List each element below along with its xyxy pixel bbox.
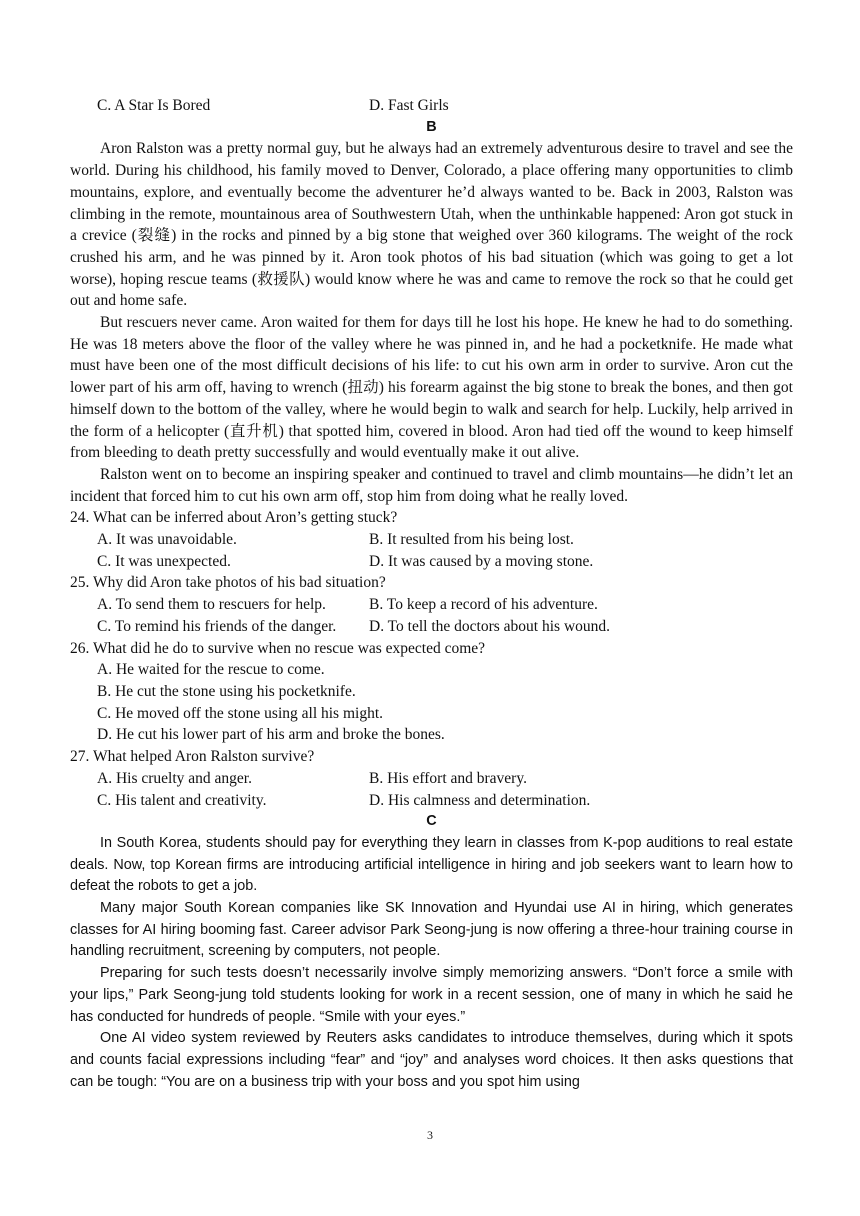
option-d[interactable]: D. His calmness and determination. bbox=[369, 791, 591, 809]
passage-b-paragraph: Ralston went on to become an inspiring speaker and continued to travel and climb mountains—he didn’t let an incident that forced him to cut his own arm off, stop him from doing what he really loved. bbox=[70, 465, 793, 505]
option-d[interactable]: D. He cut his lower part of his arm and broke the bones. bbox=[97, 726, 445, 744]
option-b[interactable]: B. It resulted from his being lost. bbox=[369, 531, 574, 549]
page-number: 3 bbox=[427, 1128, 433, 1142]
question-stem: 24. What can be inferred about Aron’s getting stuck? bbox=[70, 509, 398, 527]
options-row bbox=[70, 790, 793, 812]
section-b-heading: B bbox=[426, 118, 437, 135]
option-b[interactable]: B. His effort and bravery. bbox=[369, 769, 527, 787]
option-c[interactable]: C. It was unexpected. bbox=[97, 552, 231, 570]
options-row bbox=[70, 529, 793, 551]
question-stem: 26. What did he do to survive when no rescue was expected come? bbox=[70, 639, 486, 657]
options-row bbox=[70, 616, 793, 638]
exam-page bbox=[70, 95, 793, 1093]
options-row bbox=[70, 768, 793, 790]
option-a[interactable]: A. His cruelty and anger. bbox=[97, 769, 252, 787]
option-c[interactable]: C. To remind his friends of the danger. bbox=[97, 617, 337, 635]
option-c[interactable]: C. His talent and creativity. bbox=[97, 791, 267, 809]
options-row bbox=[70, 551, 793, 573]
option-d[interactable]: D. To tell the doctors about his wound. bbox=[369, 617, 611, 635]
passage-b-paragraph: But rescuers never came. Aron waited for them for days till he lost his hope. He knew he had to do something. He was 18 meters above the floor of the valley where he was pinned in, and he had a pocketknife. He made what must have been one of the most difficult decisions of his life: to cut his own arm in order to survive. Aron cut the lower part of his arm off, having to wrench (扭动) his forearm against the big stone to break the bones, and then got himself down to the bottom of the valley, where he would begin to walk and search for help. Luckily, help arrived in the form of a helicopter (直升机) that spotted him, covered in blood. Aron had tied off the wound to keep himself from bleeding to death pretty successfully and would eventually make it out alive. bbox=[70, 314, 793, 462]
passage-c-paragraph: In South Korea, students should pay for everything they learn in classes from K-pop auditions to real estate deals. Now, top Korean firms are introducing artificial intelligence in hiring and job seekers want to learn how to defeat the robots to get a job. bbox=[70, 834, 793, 895]
option-b[interactable]: B. To keep a record of his adventure. bbox=[369, 596, 598, 614]
question-stem: 27. What helped Aron Ralston survive? bbox=[70, 748, 315, 766]
option-d: D. Fast Girls bbox=[369, 97, 449, 114]
option-a[interactable]: A. He waited for the rescue to come. bbox=[97, 661, 325, 679]
top-options-row bbox=[70, 95, 793, 117]
passage-c-paragraph: One AI video system reviewed by Reuters asks candidates to introduce themselves, during which it spots and counts facial expressions including “fear” and “joy” and analyses word choices. It then asks questions that can be tough: “You are on a business trip with your boss and you spot him using bbox=[70, 1030, 793, 1090]
option-a[interactable]: A. It was unavoidable. bbox=[97, 531, 237, 549]
section-c-heading: C bbox=[426, 813, 437, 830]
question-stem: 25. Why did Aron take photos of his bad situation? bbox=[70, 574, 386, 592]
option-d[interactable]: D. It was caused by a moving stone. bbox=[369, 552, 594, 570]
option-a[interactable]: A. To send them to rescuers for help. bbox=[97, 596, 326, 614]
options-row bbox=[70, 594, 793, 616]
option-b[interactable]: B. He cut the stone using his pocketknife. bbox=[97, 682, 356, 700]
passage-c-paragraph: Preparing for such tests doesn’t necessarily involve simply memorizing answers. “Don’t force a smile with your lips,” Park Seong-jung told students looking for work in a recent session, one of many in which he said he has conducted for hundreds of people. “Smile with your eyes.” bbox=[70, 965, 793, 1025]
passage-c-paragraph: Many major South Korean companies like SK Innovation and Hyundai use AI in hiring, which generates classes for AI hiring booming fast. Career advisor Park Seong-jung is now offering a three-hour training course in handling recruitment, screening by computers, not people. bbox=[70, 900, 793, 960]
option-c: C. A Star Is Bored bbox=[97, 97, 211, 114]
passage-b-paragraph: Aron Ralston was a pretty normal guy, but he always had an extremely adventurous desire to travel and see the world. During his childhood, his family moved to Denver, Colorado, a place offering many opportunities to climb mountains, explore, and eventually become the adventurer he’d always wanted to be. Back in 2003, Ralston was climbing in the remote, mountainous area of Southwestern Utah, when the unthinkable happened: Aron got stuck in a crevice (裂缝) in the rocks and pinned by a big stone that weighed over 360 kilograms. The weight of the rock crushed his arm, and he was pinned by it. Aron took photos of his bad situation (which was going to get a lot worse), hoping rescue teams (救援队) would know where he was and came to remove the rock so that he could get out and home safe. bbox=[70, 140, 793, 310]
option-c[interactable]: C. He moved off the stone using all his might. bbox=[97, 704, 384, 722]
